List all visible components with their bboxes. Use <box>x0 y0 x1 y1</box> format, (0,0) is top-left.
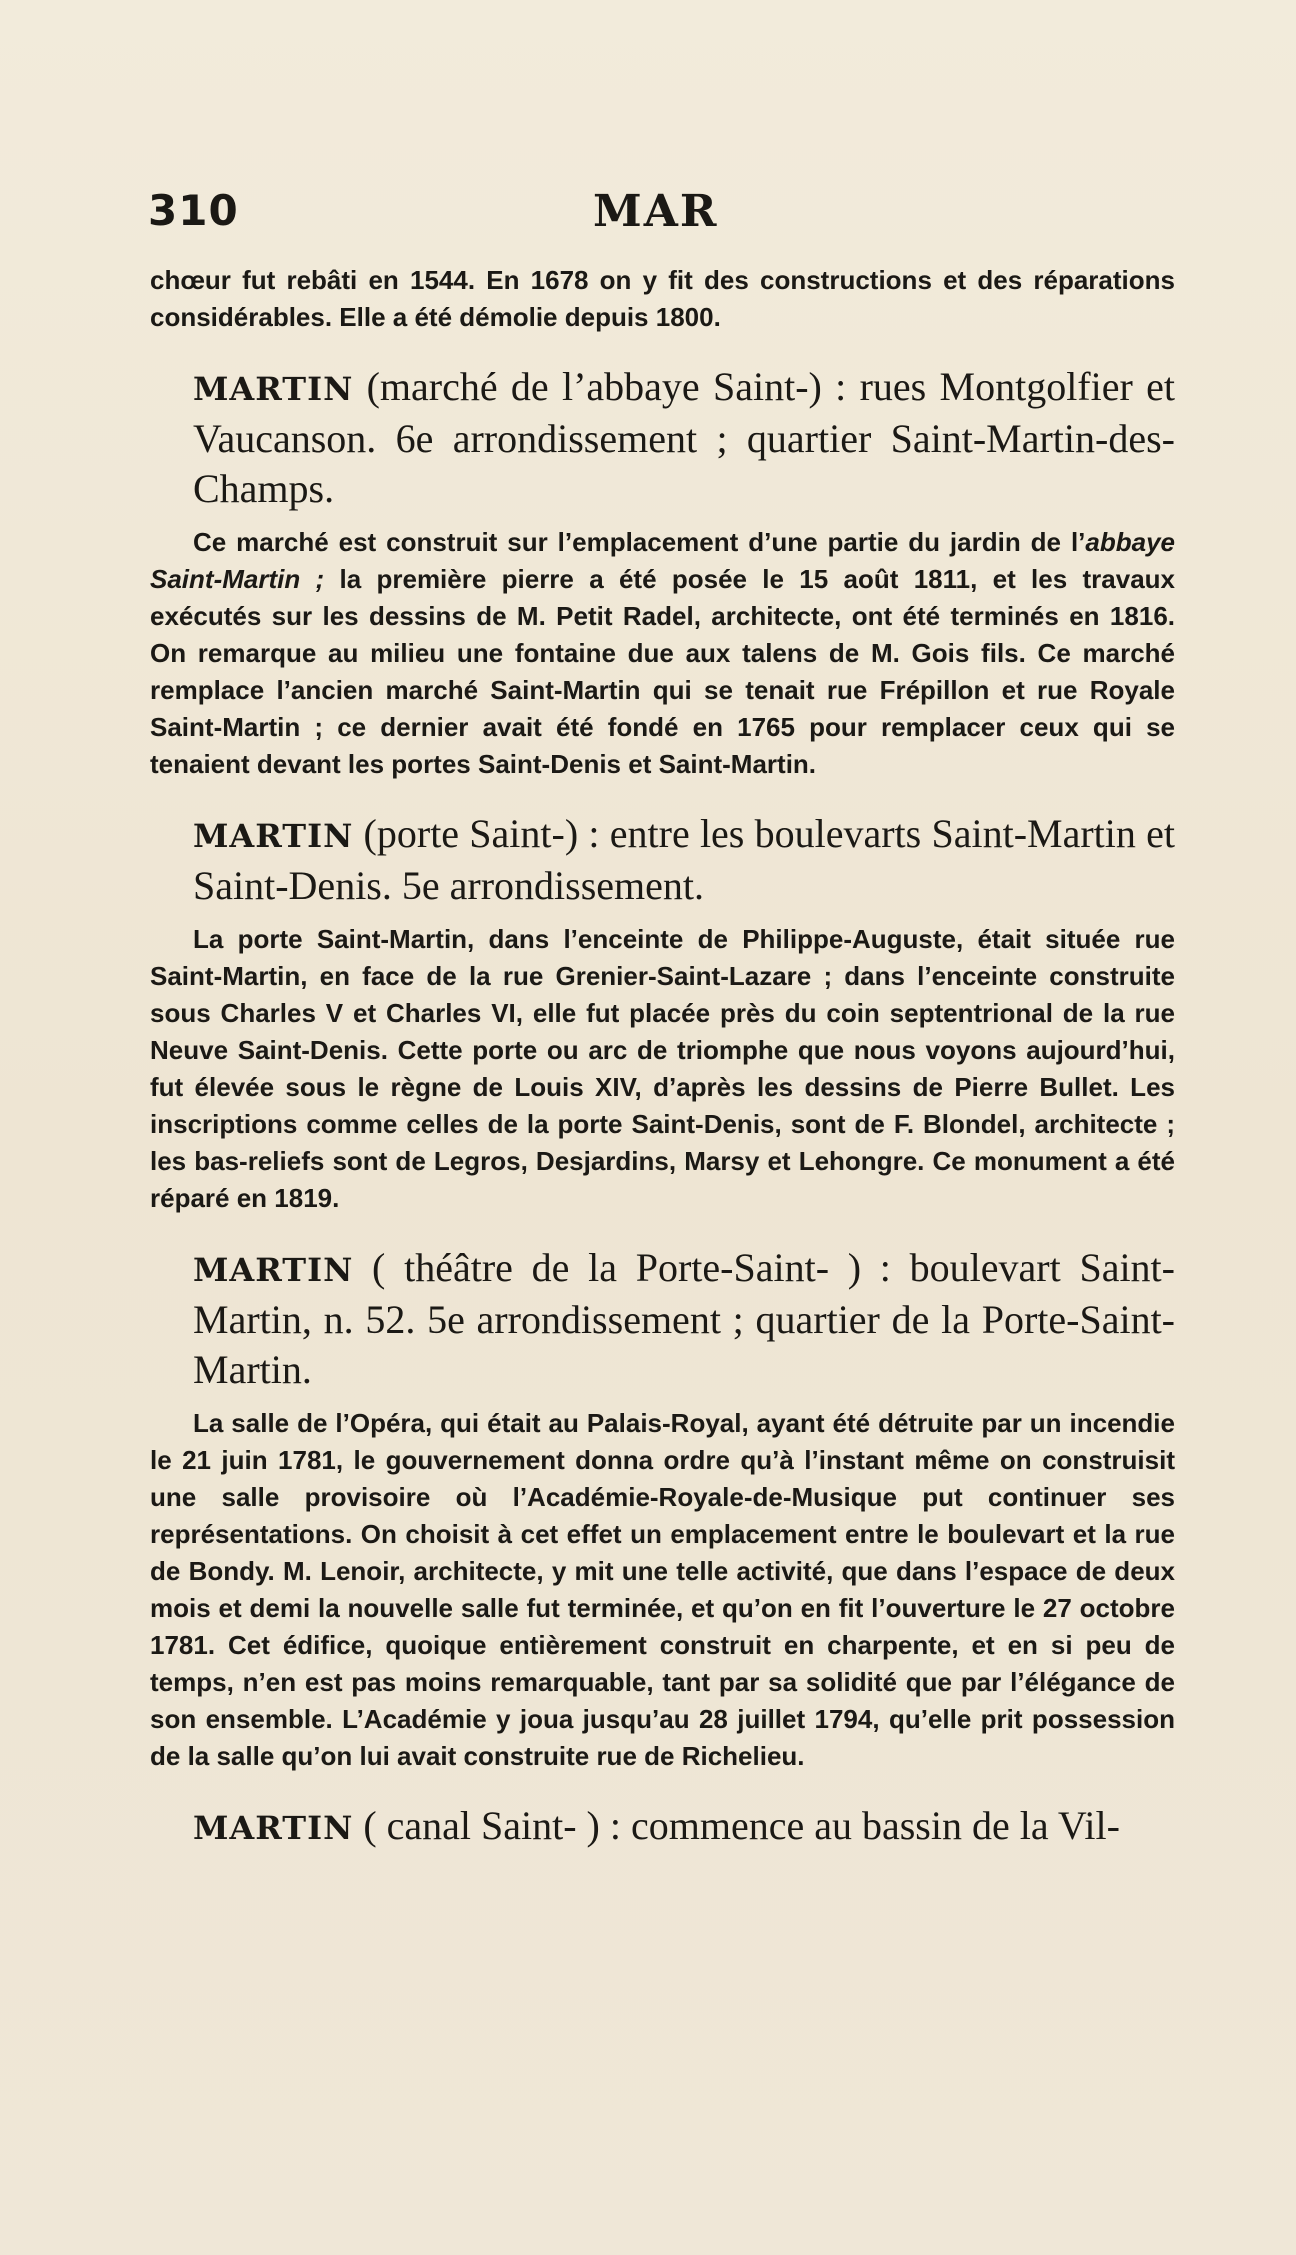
entry-body-text: la première pierre a été posée le 15 août 1811, et les travaux exécutés sur les dessins de M. Petit Radel, architecte, ont été terminés en 1816. On remarque au milieu une fontaine due aux talens de M. Gois fils. Ce marché remplace l’ancien marché Saint-Martin qui se tenait rue Frépillon et rue Royale Saint-Martin ; ce dernier avait été fondé en 1765 pour remplacer ceux qui se tenaient devant les portes Saint-Denis et Saint-Martin. <box>150 564 1175 779</box>
entry-heading-text: (porte Saint-) : entre les boulevarts Saint-Martin et Saint-Denis. 5e arrondissement. <box>193 811 1175 908</box>
entry-body <box>150 524 1175 783</box>
entry-heading-text: ( canal Saint- ) : commence au bassin de la Vil- <box>353 1803 1120 1848</box>
entry-headword: MARTIN <box>193 817 354 855</box>
entry-body: La porte Saint-Martin, dans l’enceinte de Philippe-Auguste, était située rue Saint-Martin, en face de la rue Grenier-Saint-Lazare ; dans l’enceinte construite sous Charles V et Charles VI, elle fut placée près du coin septentrional de la rue Neuve Saint-Denis. Cette porte ou arc de triomphe que nous voyons aujourd’hui, fut élevée sous le règne de Louis XIV, d’après les dessins de Pierre Bullet. Les inscriptions comme celles de la porte Saint-Denis, sont de F. Blondel, architecte ; les bas-reliefs sont de Legros, Desjardins, Marsy et Lehongre. Ce monument a été réparé en 1819. <box>150 924 1175 1213</box>
entry-headword: MARTIN <box>193 1251 354 1289</box>
entry-theatre-porte-saint-martin <box>150 1243 1175 1775</box>
continued-text: chœur fut rebâti en 1544. En 1678 on y fit des constructions et des réparations considérables. Elle a été démolie depuis 1800. <box>150 265 1175 332</box>
running-head: MAR <box>593 186 719 237</box>
page-number: 310 <box>148 186 239 235</box>
entry-body-italic: abbaye Saint-Martin ; <box>150 527 1175 594</box>
entry-heading <box>150 362 1175 514</box>
entry-marche-saint-martin <box>150 362 1175 783</box>
entry-heading-text: ( théâtre de la Porte-Saint- ) : boulevart Saint-Martin, n. 52. 5e arrondissement ; quartier de la Porte-Saint-Martin. <box>193 1245 1175 1392</box>
entry-heading <box>150 1243 1175 1395</box>
entry-body: La salle de l’Opéra, qui était au Palais-Royal, ayant été détruite par un incendie le 21 juin 1781, le gouvernement donna ordre qu’à l’instant même on construisit une salle provisoire où l’Académie-Royale-de-Musique put continuer ses représentations. On choisit à cet effet un emplacement entre le boulevart et la rue de Bondy. M. Lenoir, architecte, y mit une telle activité, que dans l’espace de deux mois et demi la nouvelle salle fut terminée, et qu’on en fit l’ouverture le 27 octobre 1781. Cet édifice, quoique entièrement construit en charpente, et en si peu de temps, n’en est pas moins remarquable, tant par sa solidité que par l’élégance de son ensemble. L’Académie y joua jusqu’au 28 juillet 1794, qu’elle prit possession de la salle qu’on lui avait construite rue de Richelieu. <box>150 1408 1175 1771</box>
entry-headword: MARTIN <box>193 370 354 408</box>
entry-canal-saint-martin <box>150 1801 1175 1853</box>
page-content <box>150 262 1175 1863</box>
entry-body-text: Ce marché est construit sur l’emplacement d’une partie du jardin de l’ <box>193 527 1086 557</box>
page-header <box>148 186 1175 246</box>
entry-porte-saint-martin <box>150 809 1175 1217</box>
entry-headword: MARTIN <box>193 1809 354 1847</box>
entry-heading-text: (marché de l’abbaye Saint-) : rues Montgolfier et Vaucanson. 6e arrondissement ; quartier Saint-Martin-des-Champs. <box>193 364 1175 511</box>
entry-heading <box>150 1801 1175 1853</box>
entry-heading <box>150 809 1175 911</box>
